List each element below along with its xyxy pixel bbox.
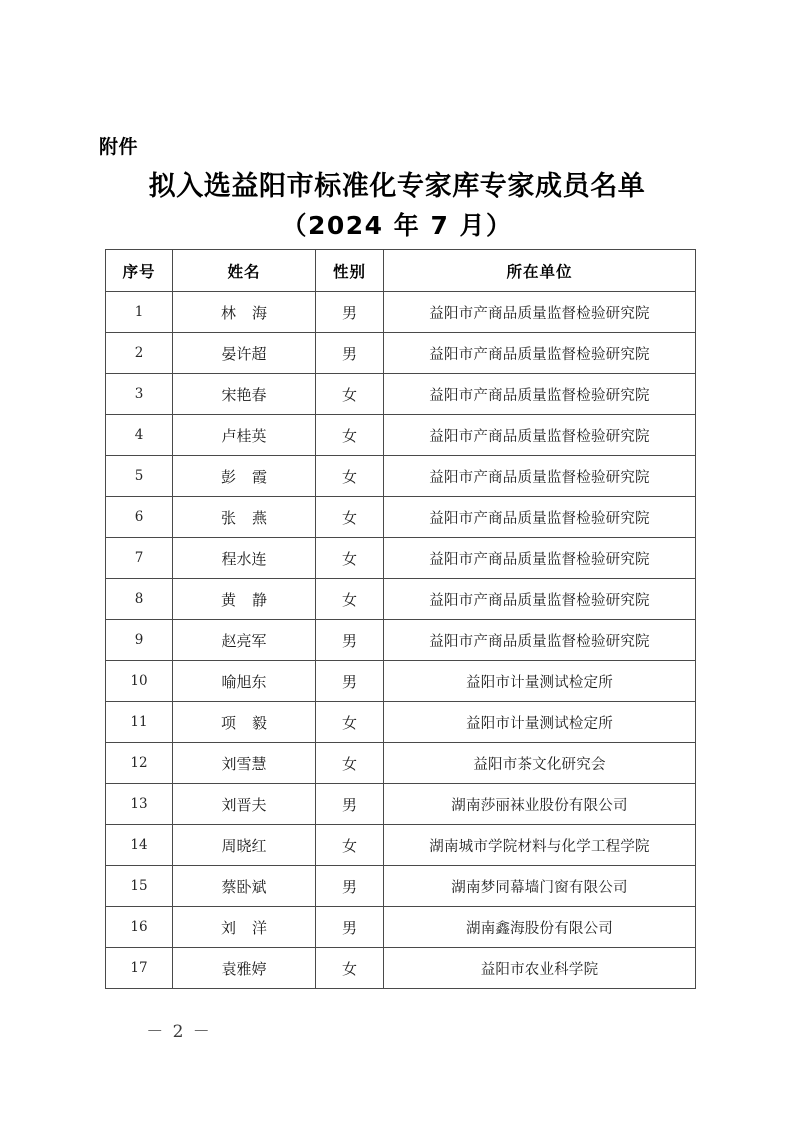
cell-seq: 6 bbox=[106, 497, 173, 538]
cell-name: 刘雪慧 bbox=[173, 743, 316, 784]
table-row bbox=[106, 538, 696, 579]
cell-name: 卢桂英 bbox=[173, 415, 316, 456]
column-header-org: 所在单位 bbox=[384, 250, 696, 292]
cell-org: 湖南鑫海股份有限公司 bbox=[384, 907, 696, 948]
attachment-label: 附件 bbox=[99, 136, 139, 158]
cell-seq: 12 bbox=[106, 743, 173, 784]
expert-roster-table bbox=[105, 249, 696, 989]
cell-sex: 女 bbox=[316, 743, 384, 784]
cell-name: 刘晋夫 bbox=[173, 784, 316, 825]
cell-seq: 7 bbox=[106, 538, 173, 579]
table-row bbox=[106, 497, 696, 538]
cell-org: 湖南梦同幕墙门窗有限公司 bbox=[384, 866, 696, 907]
cell-org: 益阳市产商品质量监督检验研究院 bbox=[384, 538, 696, 579]
cell-seq: 4 bbox=[106, 415, 173, 456]
cell-name: 张 燕 bbox=[173, 497, 316, 538]
table-row bbox=[106, 948, 696, 989]
table-row bbox=[106, 825, 696, 866]
cell-name: 周晓红 bbox=[173, 825, 316, 866]
cell-org: 益阳市计量测试检定所 bbox=[384, 702, 696, 743]
cell-org: 益阳市产商品质量监督检验研究院 bbox=[384, 292, 696, 333]
cell-seq: 8 bbox=[106, 579, 173, 620]
table-row bbox=[106, 661, 696, 702]
table-header bbox=[106, 250, 696, 292]
table-row bbox=[106, 333, 696, 374]
cell-sex: 女 bbox=[316, 579, 384, 620]
cell-name: 蔡卧斌 bbox=[173, 866, 316, 907]
cell-name: 赵亮军 bbox=[173, 620, 316, 661]
cell-seq: 5 bbox=[106, 456, 173, 497]
cell-sex: 男 bbox=[316, 333, 384, 374]
cell-org: 益阳市产商品质量监督检验研究院 bbox=[384, 620, 696, 661]
cell-seq: 14 bbox=[106, 825, 173, 866]
table-row bbox=[106, 374, 696, 415]
cell-name: 晏许超 bbox=[173, 333, 316, 374]
page-title: 拟入选益阳市标准化专家库专家成员名单 bbox=[148, 171, 646, 202]
cell-name: 黄 静 bbox=[173, 579, 316, 620]
cell-sex: 女 bbox=[316, 702, 384, 743]
cell-org: 益阳市计量测试检定所 bbox=[384, 661, 696, 702]
cell-sex: 女 bbox=[316, 825, 384, 866]
cell-sex: 女 bbox=[316, 374, 384, 415]
cell-seq: 2 bbox=[106, 333, 173, 374]
cell-seq: 13 bbox=[106, 784, 173, 825]
cell-name: 喻旭东 bbox=[173, 661, 316, 702]
cell-org: 益阳市产商品质量监督检验研究院 bbox=[384, 456, 696, 497]
cell-org: 益阳市产商品质量监督检验研究院 bbox=[384, 374, 696, 415]
cell-sex: 男 bbox=[316, 784, 384, 825]
cell-seq: 9 bbox=[106, 620, 173, 661]
cell-org: 湖南莎丽袜业股份有限公司 bbox=[384, 784, 696, 825]
cell-sex: 女 bbox=[316, 497, 384, 538]
table-row bbox=[106, 866, 696, 907]
table-row bbox=[106, 620, 696, 661]
cell-org: 益阳市茶文化研究会 bbox=[384, 743, 696, 784]
cell-org: 益阳市产商品质量监督检验研究院 bbox=[384, 579, 696, 620]
cell-org: 益阳市产商品质量监督检验研究院 bbox=[384, 333, 696, 374]
cell-name: 彭 霞 bbox=[173, 456, 316, 497]
cell-name: 项 毅 bbox=[173, 702, 316, 743]
cell-seq: 15 bbox=[106, 866, 173, 907]
cell-sex: 男 bbox=[316, 620, 384, 661]
cell-sex: 女 bbox=[316, 456, 384, 497]
cell-org: 益阳市农业科学院 bbox=[384, 948, 696, 989]
cell-sex: 女 bbox=[316, 948, 384, 989]
cell-name: 袁雅婷 bbox=[173, 948, 316, 989]
table-row bbox=[106, 702, 696, 743]
cell-sex: 女 bbox=[316, 538, 384, 579]
table-body bbox=[106, 292, 696, 989]
cell-seq: 11 bbox=[106, 702, 173, 743]
cell-seq: 1 bbox=[106, 292, 173, 333]
page-number: － 2 － bbox=[146, 1022, 212, 1042]
column-header-seq: 序号 bbox=[106, 250, 173, 292]
table-row bbox=[106, 415, 696, 456]
cell-org: 湖南城市学院材料与化学工程学院 bbox=[384, 825, 696, 866]
column-header-sex: 性别 bbox=[316, 250, 384, 292]
cell-name: 宋艳春 bbox=[173, 374, 316, 415]
cell-sex: 男 bbox=[316, 292, 384, 333]
cell-name: 程水连 bbox=[173, 538, 316, 579]
table-row bbox=[106, 579, 696, 620]
cell-seq: 17 bbox=[106, 948, 173, 989]
table-row bbox=[106, 292, 696, 333]
cell-seq: 10 bbox=[106, 661, 173, 702]
cell-sex: 女 bbox=[316, 415, 384, 456]
cell-org: 益阳市产商品质量监督检验研究院 bbox=[384, 415, 696, 456]
table-row bbox=[106, 784, 696, 825]
cell-sex: 男 bbox=[316, 907, 384, 948]
page-subtitle: （2024 年 7 月） bbox=[281, 211, 513, 240]
cell-seq: 3 bbox=[106, 374, 173, 415]
column-header-name: 姓名 bbox=[173, 250, 316, 292]
cell-seq: 16 bbox=[106, 907, 173, 948]
table-row bbox=[106, 743, 696, 784]
table-row bbox=[106, 456, 696, 497]
cell-org: 益阳市产商品质量监督检验研究院 bbox=[384, 497, 696, 538]
cell-sex: 男 bbox=[316, 866, 384, 907]
cell-sex: 男 bbox=[316, 661, 384, 702]
roster-table-container bbox=[105, 249, 695, 989]
cell-name: 林 海 bbox=[173, 292, 316, 333]
table-row bbox=[106, 907, 696, 948]
table-header-row bbox=[106, 250, 696, 292]
cell-name: 刘 洋 bbox=[173, 907, 316, 948]
